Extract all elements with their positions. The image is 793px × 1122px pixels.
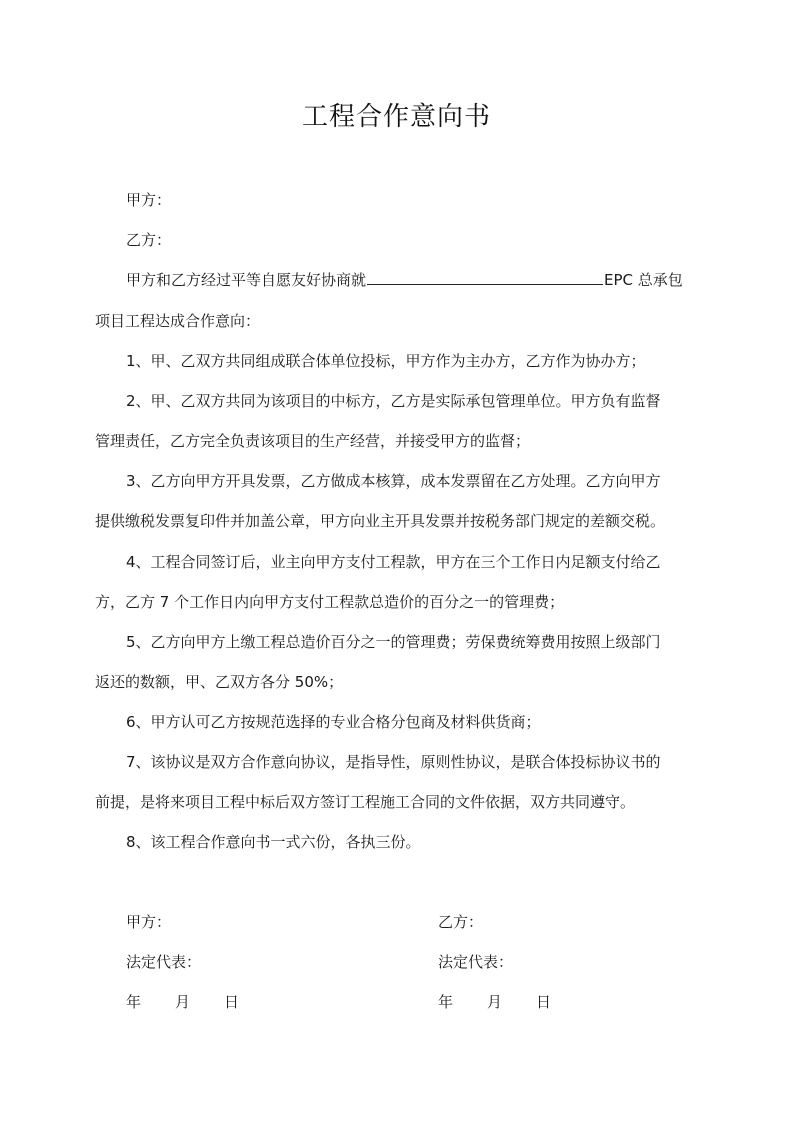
clause-5-line-1: 5、乙方向甲方上缴工程总造价百分之一的管理费；劳保费统筹费用按照上级部门 bbox=[126, 633, 661, 651]
clause-2-line-1: 2、甲、乙双方共同为该项目的中标方，乙方是实际承包管理单位。甲方负有监督 bbox=[126, 392, 661, 410]
year-label: 年 bbox=[438, 993, 454, 1011]
intro-text-part1: 甲方和乙方经过平等自愿友好协商就 bbox=[126, 271, 367, 289]
clause-2-line-2: 管理责任，乙方完全负责该项目的生产经营，并接受甲方的监督； bbox=[95, 432, 531, 450]
signature-date-a bbox=[126, 992, 239, 1012]
signature-party-a: 甲方： bbox=[126, 913, 172, 931]
clause-7-line-2: 前提，是将来项目工程中标后双方签订工程施工合同的文件依据，双方共同遵守。 bbox=[95, 793, 636, 811]
project-name-blank bbox=[367, 270, 603, 285]
year-label: 年 bbox=[126, 993, 142, 1011]
clause-4-line-1: 4、工程合同签订后，业主向甲方支付工程款，甲方在三个工作日内足额支付给乙 bbox=[126, 553, 661, 571]
signature-rep-b: 法定代表： bbox=[438, 953, 514, 971]
clause-6-line-1: 6、甲方认可乙方按规范选择的专业合格分包商及材料供货商； bbox=[126, 713, 541, 731]
signature-party-b: 乙方： bbox=[438, 913, 484, 931]
clause-8-line-1: 8、该工程合作意向书一式六份，各执三份。 bbox=[126, 833, 421, 851]
document-title: 工程合作意向书 bbox=[301, 102, 491, 132]
clause-3-line-1: 3、乙方向甲方开具发票，乙方做成本核算，成本发票留在乙方处理。乙方向甲方 bbox=[126, 472, 661, 490]
month-label: 月 bbox=[487, 993, 503, 1011]
clause-5-line-2: 返还的数额，甲、乙双方各分 50%； bbox=[95, 673, 344, 691]
month-label: 月 bbox=[175, 993, 191, 1011]
intro-line-2: 项目工程达成合作意向： bbox=[95, 312, 261, 330]
clause-7-line-1: 7、该协议是双方合作意向协议，是指导性，原则性协议，是联合体投标协议书的 bbox=[126, 753, 661, 771]
clause-3-line-2: 提供缴税发票复印件并加盖公章，甲方向业主开具发票并按税务部门规定的差额交税。 bbox=[95, 512, 666, 530]
party-b-line: 乙方： bbox=[126, 231, 172, 249]
party-a-line: 甲方： bbox=[126, 191, 172, 209]
clause-4-line-2: 方，乙方 7 个工作日内向甲方支付工程款总造价的百分之一的管理费； bbox=[95, 593, 565, 611]
intro-line-1 bbox=[126, 270, 683, 290]
day-label: 日 bbox=[224, 993, 240, 1011]
intro-text-part2: EPC 总承包 bbox=[604, 271, 683, 289]
clause-1-line-1: 1、甲、乙双方共同组成联合体单位投标，甲方作为主办方，乙方作为协办方； bbox=[126, 352, 646, 370]
signature-rep-a: 法定代表： bbox=[126, 953, 202, 971]
signature-date-b bbox=[438, 992, 551, 1012]
day-label: 日 bbox=[536, 993, 552, 1011]
